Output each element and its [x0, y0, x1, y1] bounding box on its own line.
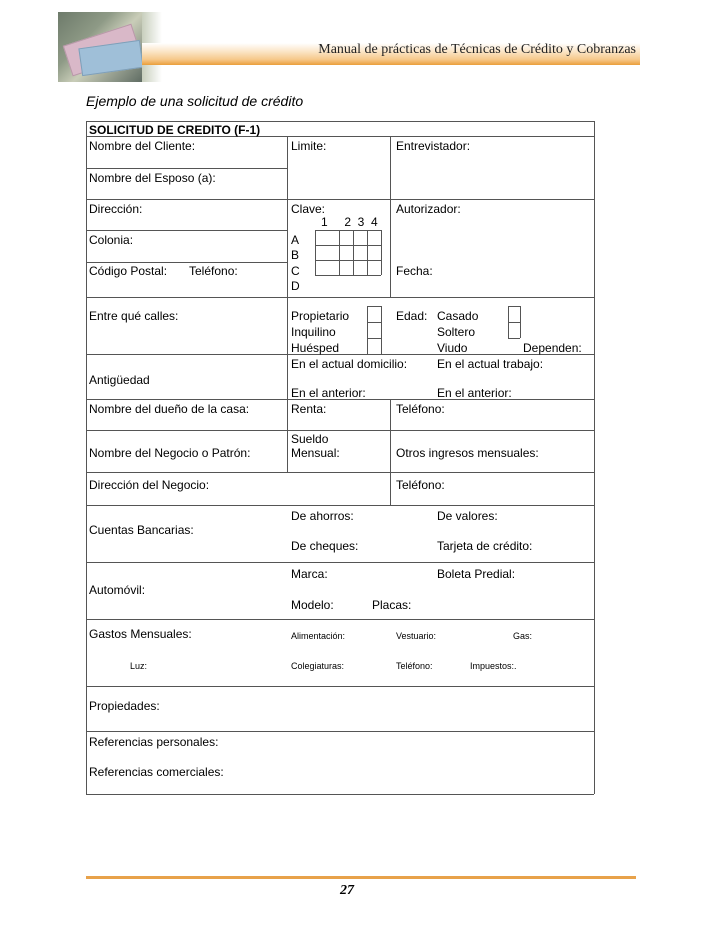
label-codigo-postal: Código Postal: [89, 264, 168, 278]
label-ref-comerciales: Referencias comerciales: [89, 765, 224, 779]
clave-grid-line [353, 230, 354, 275]
housing-checkbox-line [367, 306, 368, 354]
clave-grid-line [339, 230, 340, 275]
housing-checkbox-line [367, 338, 381, 339]
clave-grid-line [315, 275, 381, 276]
label-impuestos: Impuestos:. [470, 661, 517, 671]
label-automovil: Automóvil: [89, 583, 146, 597]
label-casado: Casado [437, 309, 479, 323]
housing-checkbox-line [367, 354, 381, 355]
label-negocio-patron: Nombre del Negocio o Patrón: [89, 446, 251, 460]
label-marca: Marca: [291, 567, 328, 581]
form-line [86, 619, 594, 620]
housing-checkbox-line [381, 306, 382, 354]
form-line [86, 354, 594, 355]
housing-checkbox-line [367, 322, 381, 323]
label-direccion-negocio: Dirección del Negocio: [89, 478, 210, 492]
clave-grid-line [367, 230, 368, 275]
label-de-ahorros: De ahorros: [291, 509, 354, 523]
label-actual-trabajo: En el actual trabajo: [437, 357, 544, 371]
form-line [86, 686, 594, 687]
label-clave: Clave: [291, 202, 326, 216]
label-placas: Placas: [372, 598, 412, 612]
marital-checkbox-line [508, 322, 520, 323]
clave-row-c: C [291, 264, 300, 278]
label-autorizador: Autorizador: [396, 202, 461, 216]
clave-row-b: B [291, 248, 300, 262]
label-propiedades: Propiedades: [89, 699, 160, 713]
label-dependen: Dependen: [523, 341, 582, 355]
clave-grid-line [315, 230, 381, 231]
form-border-top [86, 121, 594, 122]
form-line [86, 230, 287, 231]
label-mensual: Mensual: [291, 446, 340, 460]
label-anterior-trabajo: En el anterior: [437, 386, 512, 400]
label-propietario: Propietario [291, 309, 350, 323]
label-nombre-esposo: Nombre del Esposo (a): [89, 171, 216, 185]
label-cuentas-bancarias: Cuentas Bancarias: [89, 523, 194, 537]
housing-checkbox-line [367, 306, 381, 307]
label-ref-personales: Referencias personales: [89, 735, 219, 749]
form-line [86, 731, 594, 732]
form-line [86, 262, 287, 263]
form-border-left [86, 121, 87, 794]
label-entre-calles: Entre qué calles: [89, 309, 179, 323]
label-fecha: Fecha: [396, 264, 433, 278]
marital-checkbox-line [520, 306, 521, 338]
label-colegiaturas: Colegiaturas: [291, 661, 345, 671]
form-line [86, 430, 594, 431]
label-renta: Renta: [291, 402, 327, 416]
form-border-right [594, 121, 595, 794]
section-title: Ejemplo de una solicitud de crédito [86, 93, 304, 109]
label-limite: Limite: [291, 139, 327, 153]
label-alimentacion: Alimentación: [291, 631, 346, 641]
label-luz: Luz: [130, 661, 148, 671]
label-otros-ingresos: Otros ingresos mensuales: [396, 446, 539, 460]
label-tarjeta-credito: Tarjeta de crédito: [437, 539, 533, 553]
form-border-bottom [86, 794, 594, 795]
form-line [86, 472, 594, 473]
label-huesped: Huésped [291, 341, 340, 355]
label-anterior-domicilio: En el anterior: [291, 386, 366, 400]
form-title: SOLICITUD DE CREDITO (F-1) [89, 123, 261, 137]
form-line [86, 199, 594, 200]
clave-row-a: A [291, 233, 300, 247]
label-telefono: Teléfono: [189, 264, 238, 278]
label-de-cheques: De cheques: [291, 539, 359, 553]
label-inquilino: Inquilino [291, 325, 336, 339]
label-boleta-predial: Boleta Predial: [437, 567, 516, 581]
label-de-valores: De valores: [437, 509, 498, 523]
clave-grid-line [315, 245, 381, 246]
form-col-divider [390, 399, 391, 505]
label-entrevistador: Entrevistador: [396, 139, 471, 153]
label-edad: Edad: [396, 309, 428, 323]
form-col-divider [390, 136, 391, 297]
form-line [86, 297, 594, 298]
clave-grid-line [315, 230, 316, 275]
form-line [86, 168, 287, 169]
form-col-divider [287, 136, 288, 472]
label-vestuario: Vestuario: [396, 631, 437, 641]
label-modelo: Modelo: [291, 598, 334, 612]
clave-grid-line [315, 260, 381, 261]
header-title: Manual de prácticas de Técnicas de Crédito y Cobranzas [318, 42, 636, 57]
marital-checkbox-line [508, 338, 520, 339]
label-direccion: Dirección: [89, 202, 143, 216]
form-line [86, 505, 594, 506]
marital-checkbox-line [508, 306, 520, 307]
label-telefono-casa: Teléfono: [396, 402, 445, 416]
label-antiguedad: Antigüedad [89, 373, 150, 387]
label-actual-domicilio: En el actual domicilio: [291, 357, 408, 371]
label-viudo: Viudo [437, 341, 468, 355]
label-nombre-cliente: Nombre del Cliente: [89, 139, 196, 153]
label-gastos-mensuales: Gastos Mensuales: [89, 627, 192, 641]
label-colonia: Colonia: [89, 233, 134, 247]
label-soltero: Soltero [437, 325, 476, 339]
clave-column-numbers: 1 2 3 4 [321, 215, 378, 229]
page-number: 27 [340, 883, 354, 898]
clave-row-d: D [291, 279, 300, 293]
label-sueldo: Sueldo [291, 432, 329, 446]
label-dueno-casa: Nombre del dueño de la casa: [89, 402, 250, 416]
form-line [86, 562, 594, 563]
label-telefono-negocio: Teléfono: [396, 478, 445, 492]
label-gas: Gas: [513, 631, 533, 641]
label-telefono-gasto: Teléfono: [396, 661, 433, 671]
marital-checkbox-line [508, 306, 509, 338]
footer-rule [86, 876, 636, 879]
clave-grid-line [381, 230, 382, 275]
